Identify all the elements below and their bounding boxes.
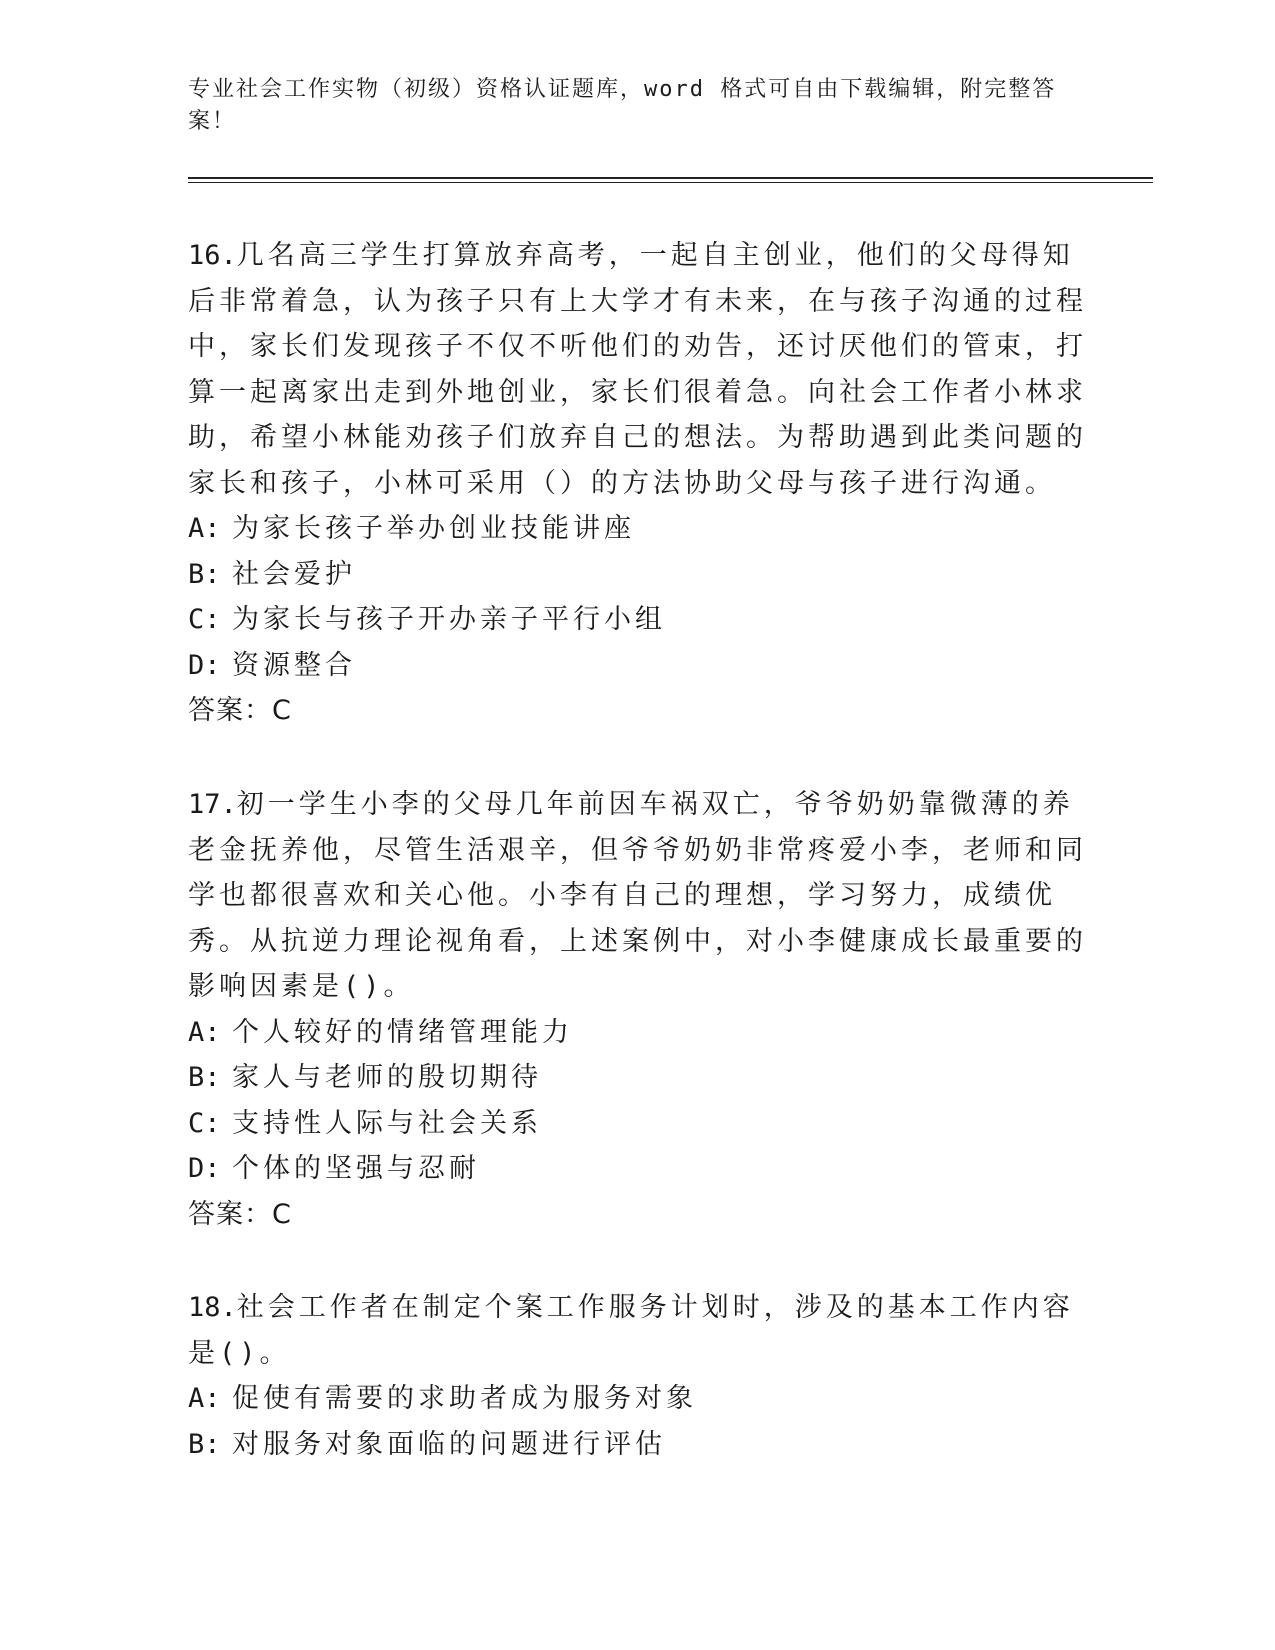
question-number: 17. xyxy=(188,789,237,820)
option-b xyxy=(188,1422,1088,1468)
question-text: 几名高三学生打算放弃高考，一起自主创业，他们的父母得知后非常着急，认为孩子只有上大学才有未来，在与孩子沟通的过程中，家长们发现孩子不仅不听他们的劝告，还讨厌他们的管束，打算一起离家出走到外地创业，家长们很着急。向社会工作者小林求助，希望小林能劝孩子们放弃自己的想法。为帮助遇到此类问题的家长和孩子，小林可采用（）的方法协助父母与孩子进行沟通。 xyxy=(188,240,1087,499)
question-16 xyxy=(188,233,1088,734)
option-key: D: xyxy=(188,649,221,681)
option-text: 家人与老师的殷切期待 xyxy=(232,1062,542,1093)
option-key: B: xyxy=(188,1062,221,1093)
option-text: 促使有需要的求助者成为服务对象 xyxy=(232,1383,697,1414)
option-d xyxy=(188,643,1088,689)
question-text: 社会工作者在制定个案工作服务计划时，涉及的基本工作内容是()。 xyxy=(188,1292,1074,1369)
question-number: 18. xyxy=(188,1292,237,1323)
option-c xyxy=(188,1101,1088,1147)
answer-line: 答案：C xyxy=(188,695,292,726)
question-stem xyxy=(188,782,1088,1010)
question-17 xyxy=(188,782,1088,1237)
header-divider-thick xyxy=(188,177,1153,179)
option-text: 社会爱护 xyxy=(232,558,356,590)
option-text: 为家长与孩子开办亲子平行小组 xyxy=(232,604,666,635)
option-key: A: xyxy=(188,1383,221,1414)
option-key: D: xyxy=(188,1153,221,1184)
option-b xyxy=(188,552,1088,598)
option-key: A: xyxy=(188,1016,221,1048)
option-a xyxy=(188,1010,1088,1056)
option-key: C: xyxy=(188,604,221,635)
option-text: 为家长孩子举办创业技能讲座 xyxy=(232,513,635,544)
header-text: 专业社会工作实物（初级）资格认证题库，word 格式可自由下载编辑，附完整答案！ xyxy=(188,77,1057,134)
option-key: C: xyxy=(188,1107,221,1139)
question-stem xyxy=(188,233,1088,506)
question-18 xyxy=(188,1285,1088,1467)
option-key: B: xyxy=(188,1428,221,1460)
option-text: 个人较好的情绪管理能力 xyxy=(232,1016,573,1048)
question-stem xyxy=(188,1285,1088,1376)
option-d xyxy=(188,1146,1088,1192)
option-a xyxy=(188,506,1088,552)
option-text: 个体的坚强与忍耐 xyxy=(232,1153,480,1184)
option-key: B: xyxy=(188,558,221,590)
option-c xyxy=(188,597,1088,643)
question-text: 初一学生小李的父母几年前因车祸双亡，爷爷奶奶靠微薄的养老金抚养他，尽管生活艰辛，但爷爷奶奶非常疼爱小李，老师和同学也都很喜欢和关心他。小李有自己的理想，学习努力，成绩优秀。从抗逆力理论视角看，上述案例中，对小李健康成长最重要的影响因素是()。 xyxy=(188,789,1087,1002)
answer-line: 答案：C xyxy=(188,1198,292,1230)
option-text: 资源整合 xyxy=(232,649,356,681)
option-text: 支持性人际与社会关系 xyxy=(232,1107,542,1139)
header-divider-thin xyxy=(188,182,1153,183)
option-key: A: xyxy=(188,513,221,544)
option-a xyxy=(188,1376,1088,1422)
option-text: 对服务对象面临的问题进行评估 xyxy=(232,1428,666,1460)
option-b xyxy=(188,1055,1088,1101)
question-number: 16. xyxy=(188,240,237,271)
